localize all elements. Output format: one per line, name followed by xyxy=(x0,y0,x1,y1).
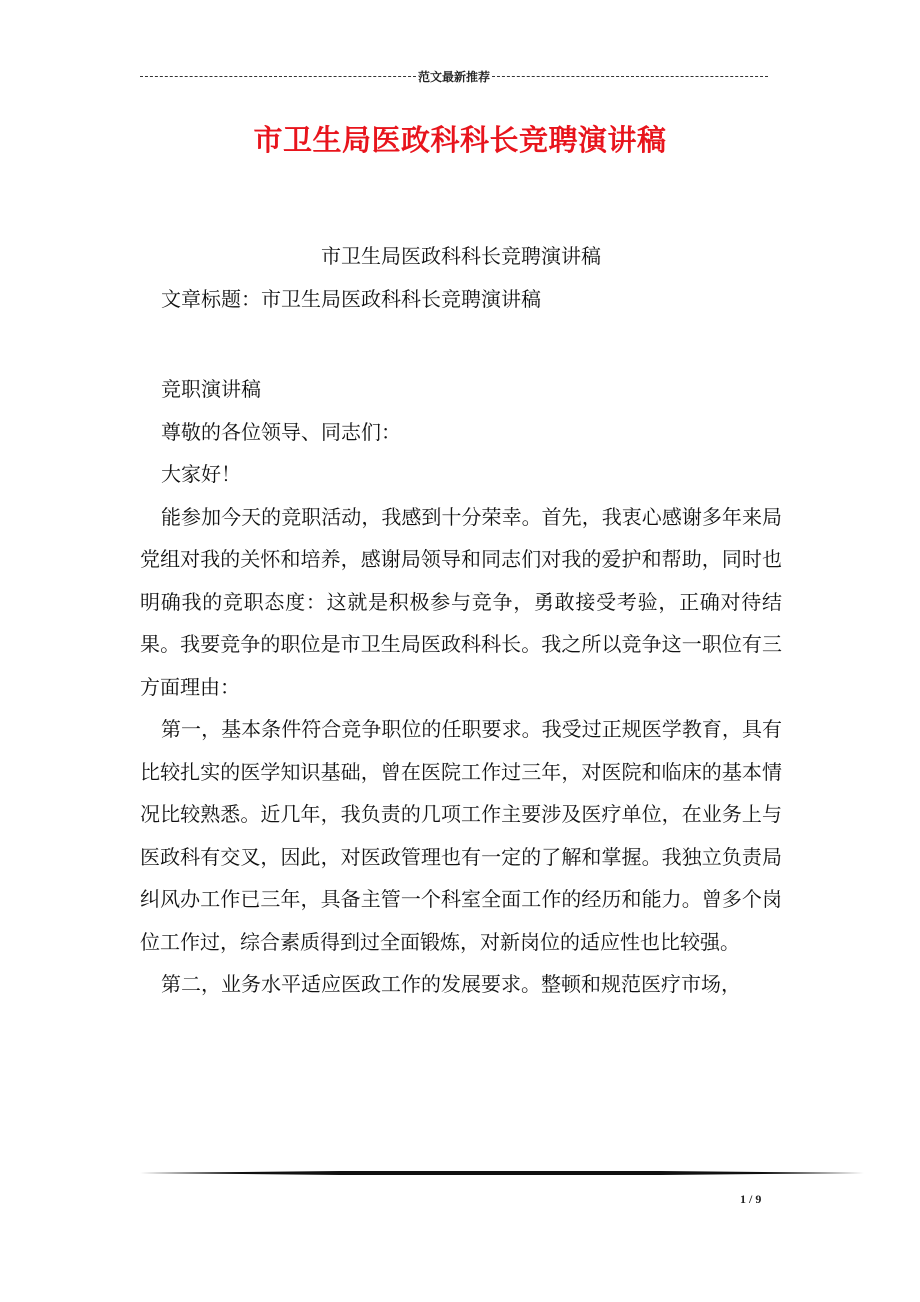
header-dash-right xyxy=(492,76,768,77)
article-title-line: 文章标题：市卫生局医政科科长竞聘演讲稿 xyxy=(161,286,541,311)
paragraph: 能参加今天的竞职活动，我感到十分荣幸。首先，我衷心感谢多年来局党组对我的关怀和培养，感谢局领导和同志们对我的爱护和帮助，同时也明确我的竞职态度：这就是积极参与竞争，勇敢接受考验，正确对待结果。我要竞争的职位是市卫生局医政科科长。我之所以竞争这一职位有三方面理由： xyxy=(140,504,782,699)
hello-line: 大家好！ xyxy=(161,462,241,486)
document-title: 市卫生局医政科科长竞聘演讲稿 xyxy=(253,123,667,157)
greeting-line: 尊敬的各位领导、同志们： xyxy=(161,419,401,444)
header-label: 范文最新推荐 xyxy=(418,70,491,84)
page-header xyxy=(140,68,768,85)
footer-rule xyxy=(140,1170,864,1176)
paragraph: 第二，业务水平适应医政工作的发展要求。整顿和规范医疗市场， xyxy=(161,972,741,996)
paragraph: 第一，基本条件符合竞争职位的任职要求。我受过正规医学教育，具有比较扎实的医学知识基础，曾在医院工作过三年，对医院和临床的基本情况比较熟悉。近几年，我负责的几项工作主要涉及医疗单位，在业务上与医政科有交叉，因此，对医政管理也有一定的了解和掌握。我独立负责局纠风办工作已三年，具备主管一个科室全面工作的经历和能力。曾多个岗位工作过，综合素质得到过全面锻炼，对新岗位的适应性也比较强。 xyxy=(140,717,782,954)
footer-rule-graphic xyxy=(140,1170,864,1176)
header-dash-left xyxy=(140,76,416,77)
document-body xyxy=(140,235,782,1006)
document-subtitle: 市卫生局医政科科长竞聘演讲稿 xyxy=(321,244,601,268)
page-number: 1 / 9 xyxy=(740,1192,762,1206)
category-line: 竞职演讲稿 xyxy=(161,377,261,401)
